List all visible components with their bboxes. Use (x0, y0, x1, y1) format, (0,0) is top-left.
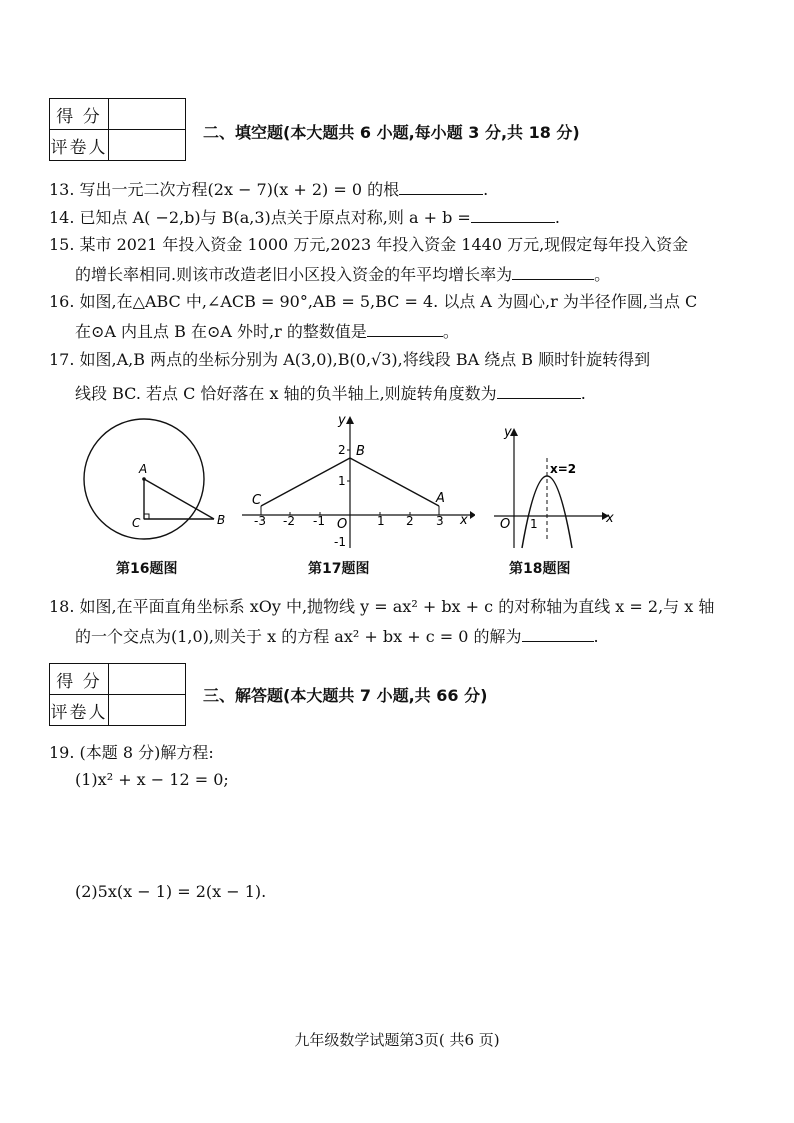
section-3-title: 三、解答题(本大题共 7 小题,共 66 分) (203, 686, 488, 705)
grader-label: 评卷人 (50, 695, 109, 726)
fig17-y-arrow (346, 416, 354, 424)
fig16-center-dot (142, 477, 146, 481)
grader-cell[interactable] (109, 130, 186, 161)
q16-answer-blank[interactable] (367, 320, 443, 337)
score-box-2 (49, 663, 186, 726)
q14-answer-blank[interactable] (471, 206, 555, 223)
q15-line2-text: 的增长率相同.则该市改造老旧小区投入资金的年平均增长率为 (75, 265, 513, 284)
q13-text: 13. 写出一元二次方程(2x − 7)(x + 2) = 0 的根 (49, 180, 400, 199)
fig18-caption: 第18题图 (509, 561, 571, 577)
question-18-line-1: 18. 如图,在平面直角坐标系 xOy 中,抛物线 y = ax² + bx + c 的对称轴为直线 x = 2,与 x 轴 (49, 597, 715, 616)
question-19-part-2: (2)5x(x − 1) = 2(x − 1). (75, 882, 267, 901)
score-cell[interactable] (109, 664, 186, 695)
q14-text: 14. 已知点 A( −2,b)与 B(a,3)点关于原点对称,则 a + b = (49, 208, 471, 227)
question-18-line-2 (75, 625, 599, 647)
fig17-label-y: y (338, 413, 346, 428)
question-14 (49, 206, 560, 228)
fig17-segment-bc (261, 458, 350, 506)
q15-answer-blank[interactable] (512, 263, 594, 280)
fig16-label-c: C (132, 516, 141, 530)
question-17-line-1: 17. 如图,A,B 两点的坐标分别为 A(3,0),B(0,√3),将线段 BA 绕点 B 顺时针旋转得到 (49, 350, 651, 369)
score-box-1 (49, 98, 186, 161)
fig17-x-arrow (470, 511, 475, 519)
question-19-title: 19. (本题 8 分)解方程: (49, 743, 214, 762)
fig17-label-o: O (337, 517, 348, 532)
fig17-tick-label-y: 2 (338, 443, 346, 457)
fig17-tick-label-x: -3 (254, 514, 266, 528)
question-15-line-1: 15. 某市 2021 年投入资金 1000 万元,2023 年投入资金 1440 万元,现假定每年投入资金 (49, 235, 689, 254)
fig16-right-angle-mark (144, 514, 149, 519)
q18-end: . (593, 627, 599, 646)
fig16-caption: 第16题图 (116, 561, 178, 577)
fig17-tick-label-x: -1 (313, 514, 325, 528)
fig17-tick-label-x: 1 (377, 514, 385, 528)
q16-end: 。 (442, 322, 459, 341)
q17-end: . (580, 384, 586, 403)
fig17-tick-label-x: 2 (406, 514, 414, 528)
fig18-label-one: 1 (530, 517, 538, 531)
page-footer: 九年级数学试题第3页( 共6 页) (294, 1031, 500, 1049)
q17-line2-text: 线段 BC. 若点 C 恰好落在 x 轴的负半轴上,则旋转角度数为 (75, 384, 497, 403)
fig17-tick-label-x: -2 (283, 514, 295, 528)
fig17-label-b: B (356, 444, 365, 459)
grader-cell[interactable] (109, 695, 186, 726)
grader-label: 评卷人 (50, 130, 109, 161)
question-15-line-2 (75, 263, 610, 285)
q16-line2-text: 在⊙A 内且点 B 在⊙A 外时,r 的整数值是 (75, 322, 367, 341)
q18-line2-text: 的一个交点为(1,0),则关于 x 的方程 ax² + bx + c = 0 的解为 (75, 627, 522, 646)
question-16-line-2 (75, 320, 459, 342)
fig17-tick-label-x: 3 (436, 514, 444, 528)
figure-16 (82, 418, 242, 553)
q15-end: 。 (594, 265, 611, 284)
fig18-label-y: y (504, 425, 512, 440)
figure-17 (240, 408, 475, 553)
fig17-caption: 第17题图 (308, 561, 370, 577)
q13-end: . (483, 180, 489, 199)
fig17-tick-label-y: 1 (338, 474, 346, 488)
question-13 (49, 178, 488, 200)
fig17-label-a: A (436, 491, 445, 506)
q17-answer-blank[interactable] (497, 382, 581, 399)
figure-18 (492, 418, 617, 553)
fig17-tick-label-y: -1 (334, 535, 346, 549)
score-label: 得 分 (50, 99, 109, 130)
fig18-label-axis: x=2 (550, 462, 577, 476)
q13-answer-blank[interactable] (399, 178, 483, 195)
fig18-label-o: O (500, 517, 511, 532)
fig16-label-b: B (217, 513, 226, 527)
section-2-title: 二、填空题(本大题共 6 小题,每小题 3 分,共 18 分) (203, 123, 580, 142)
fig17-label-c: C (252, 493, 262, 508)
score-label: 得 分 (50, 664, 109, 695)
question-17-line-2 (75, 382, 586, 404)
q14-end: . (554, 208, 560, 227)
fig17-segment-ba (350, 458, 439, 506)
fig17-label-x: x (460, 513, 468, 528)
fig16-label-a: A (139, 462, 148, 476)
question-19-part-1: (1)x² + x − 12 = 0; (75, 770, 229, 789)
score-cell[interactable] (109, 99, 186, 130)
q18-answer-blank[interactable] (522, 625, 594, 642)
question-16-line-1: 16. 如图,在△ABC 中,∠ACB = 90°,AB = 5,BC = 4. 以点 A 为圆心,r 为半径作圆,当点 C (49, 292, 698, 311)
fig18-label-x: x (606, 511, 614, 526)
